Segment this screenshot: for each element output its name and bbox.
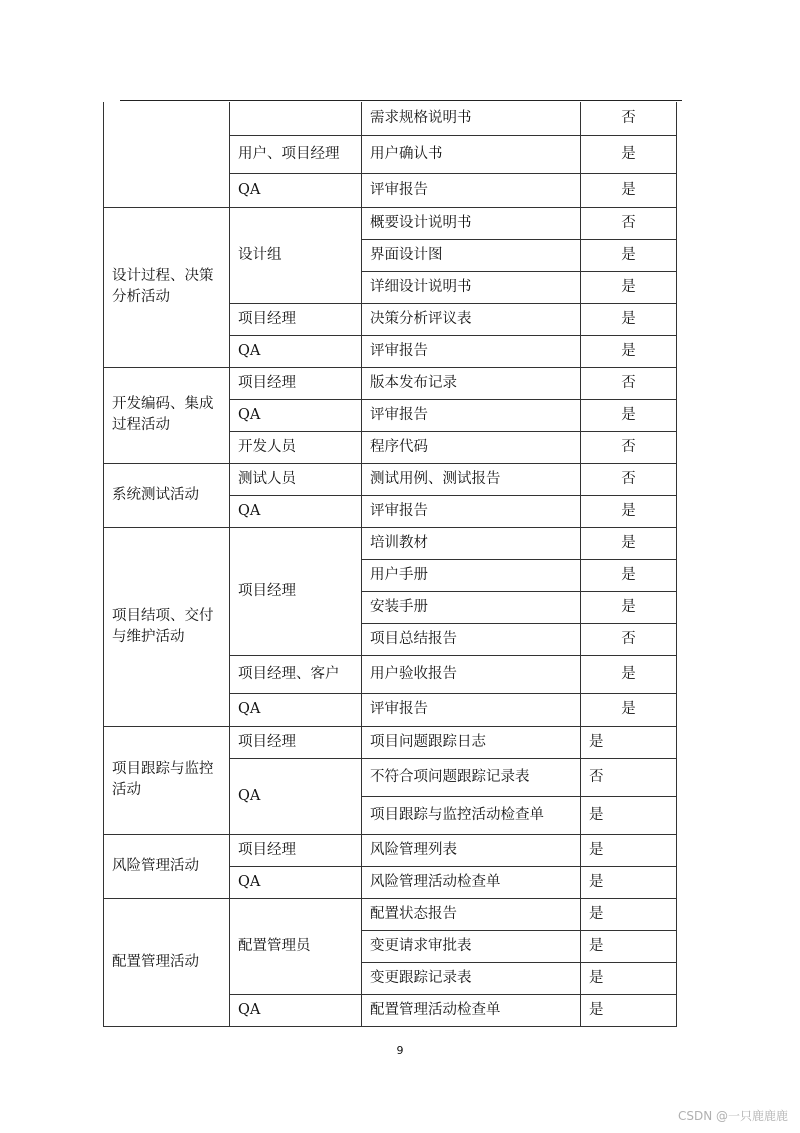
document-cell: 风险管理活动检查单 bbox=[362, 866, 581, 898]
document-cell: 详细设计说明书 bbox=[362, 271, 581, 303]
flag-cell: 否 bbox=[581, 623, 677, 655]
flag-cell: 是 bbox=[581, 173, 677, 207]
flag-cell: 是 bbox=[581, 726, 677, 758]
table-row bbox=[104, 898, 677, 930]
page-number: 9 bbox=[396, 1044, 404, 1057]
flag-cell: 是 bbox=[581, 303, 677, 335]
document-cell: 版本发布记录 bbox=[362, 367, 581, 399]
header-rule bbox=[120, 100, 682, 101]
role-cell: QA bbox=[230, 335, 362, 367]
flag-cell: 否 bbox=[581, 431, 677, 463]
role-cell: QA bbox=[230, 495, 362, 527]
flag-cell: 是 bbox=[581, 866, 677, 898]
document-cell: 评审报告 bbox=[362, 173, 581, 207]
document-cell: 项目问题跟踪日志 bbox=[362, 726, 581, 758]
document-cell: 评审报告 bbox=[362, 399, 581, 431]
document-cell: 安装手册 bbox=[362, 591, 581, 623]
flag-cell: 是 bbox=[581, 495, 677, 527]
flag-cell: 否 bbox=[581, 207, 677, 239]
activity-cell: 项目结项、交付与维护活动 bbox=[104, 527, 230, 726]
role-cell: 开发人员 bbox=[230, 431, 362, 463]
table-row bbox=[104, 207, 677, 239]
document-cell: 用户验收报告 bbox=[362, 655, 581, 693]
flag-cell: 是 bbox=[581, 271, 677, 303]
document-cell: 用户确认书 bbox=[362, 135, 581, 173]
flag-cell: 是 bbox=[581, 898, 677, 930]
flag-cell: 是 bbox=[581, 335, 677, 367]
document-cell: 变更跟踪记录表 bbox=[362, 962, 581, 994]
document-cell: 测试用例、测试报告 bbox=[362, 463, 581, 495]
activity-cell bbox=[104, 102, 230, 207]
document-cell: 配置管理活动检查单 bbox=[362, 994, 581, 1026]
document-cell: 评审报告 bbox=[362, 495, 581, 527]
document-cell: 概要设计说明书 bbox=[362, 207, 581, 239]
document-cell: 需求规格说明书 bbox=[362, 102, 581, 135]
document-cell: 配置状态报告 bbox=[362, 898, 581, 930]
document-cell: 项目总结报告 bbox=[362, 623, 581, 655]
document-cell: 不符合项问题跟踪记录表 bbox=[362, 758, 581, 796]
table-row bbox=[104, 102, 677, 135]
role-cell: QA bbox=[230, 693, 362, 726]
flag-cell: 是 bbox=[581, 994, 677, 1026]
activity-cell: 系统测试活动 bbox=[104, 463, 230, 527]
flag-cell: 是 bbox=[581, 527, 677, 559]
role-cell: QA bbox=[230, 173, 362, 207]
role-cell: 项目经理 bbox=[230, 834, 362, 866]
document-cell: 评审报告 bbox=[362, 335, 581, 367]
role-cell: 项目经理 bbox=[230, 726, 362, 758]
flag-cell: 是 bbox=[581, 693, 677, 726]
table-row bbox=[104, 527, 677, 559]
flag-cell: 是 bbox=[581, 930, 677, 962]
document-cell: 用户手册 bbox=[362, 559, 581, 591]
table-row bbox=[104, 367, 677, 399]
activity-cell: 风险管理活动 bbox=[104, 834, 230, 898]
flag-cell: 是 bbox=[581, 559, 677, 591]
document-cell: 风险管理列表 bbox=[362, 834, 581, 866]
flag-cell: 是 bbox=[581, 655, 677, 693]
document-cell: 评审报告 bbox=[362, 693, 581, 726]
deliverables-table bbox=[103, 102, 677, 1027]
activity-cell: 项目跟踪与监控活动 bbox=[104, 726, 230, 834]
flag-cell: 否 bbox=[581, 102, 677, 135]
role-cell: 用户、项目经理 bbox=[230, 135, 362, 173]
role-cell: QA bbox=[230, 758, 362, 834]
role-cell: QA bbox=[230, 866, 362, 898]
role-cell bbox=[230, 102, 362, 135]
flag-cell: 否 bbox=[581, 367, 677, 399]
flag-cell: 是 bbox=[581, 591, 677, 623]
flag-cell: 是 bbox=[581, 962, 677, 994]
table-row bbox=[104, 463, 677, 495]
role-cell: 设计组 bbox=[230, 207, 362, 303]
flag-cell: 是 bbox=[581, 135, 677, 173]
flag-cell: 否 bbox=[581, 463, 677, 495]
flag-cell: 否 bbox=[581, 758, 677, 796]
table-row bbox=[104, 834, 677, 866]
document-cell: 变更请求审批表 bbox=[362, 930, 581, 962]
role-cell: QA bbox=[230, 994, 362, 1026]
role-cell: QA bbox=[230, 399, 362, 431]
table-row bbox=[104, 726, 677, 758]
activity-cell: 开发编码、集成过程活动 bbox=[104, 367, 230, 463]
role-cell: 项目经理、客户 bbox=[230, 655, 362, 693]
flag-cell: 是 bbox=[581, 834, 677, 866]
activity-cell: 设计过程、决策分析活动 bbox=[104, 207, 230, 367]
watermark: CSDN @一只鹿鹿鹿 bbox=[677, 1109, 788, 1123]
role-cell: 配置管理员 bbox=[230, 898, 362, 994]
role-cell: 项目经理 bbox=[230, 367, 362, 399]
document-cell: 培训教材 bbox=[362, 527, 581, 559]
document-cell: 项目跟踪与监控活动检查单 bbox=[362, 796, 581, 834]
document-cell: 程序代码 bbox=[362, 431, 581, 463]
document-cell: 界面设计图 bbox=[362, 239, 581, 271]
document-cell: 决策分析评议表 bbox=[362, 303, 581, 335]
role-cell: 项目经理 bbox=[230, 303, 362, 335]
flag-cell: 是 bbox=[581, 239, 677, 271]
activity-cell: 配置管理活动 bbox=[104, 898, 230, 1026]
flag-cell: 是 bbox=[581, 796, 677, 834]
role-cell: 测试人员 bbox=[230, 463, 362, 495]
role-cell: 项目经理 bbox=[230, 527, 362, 655]
flag-cell: 是 bbox=[581, 399, 677, 431]
